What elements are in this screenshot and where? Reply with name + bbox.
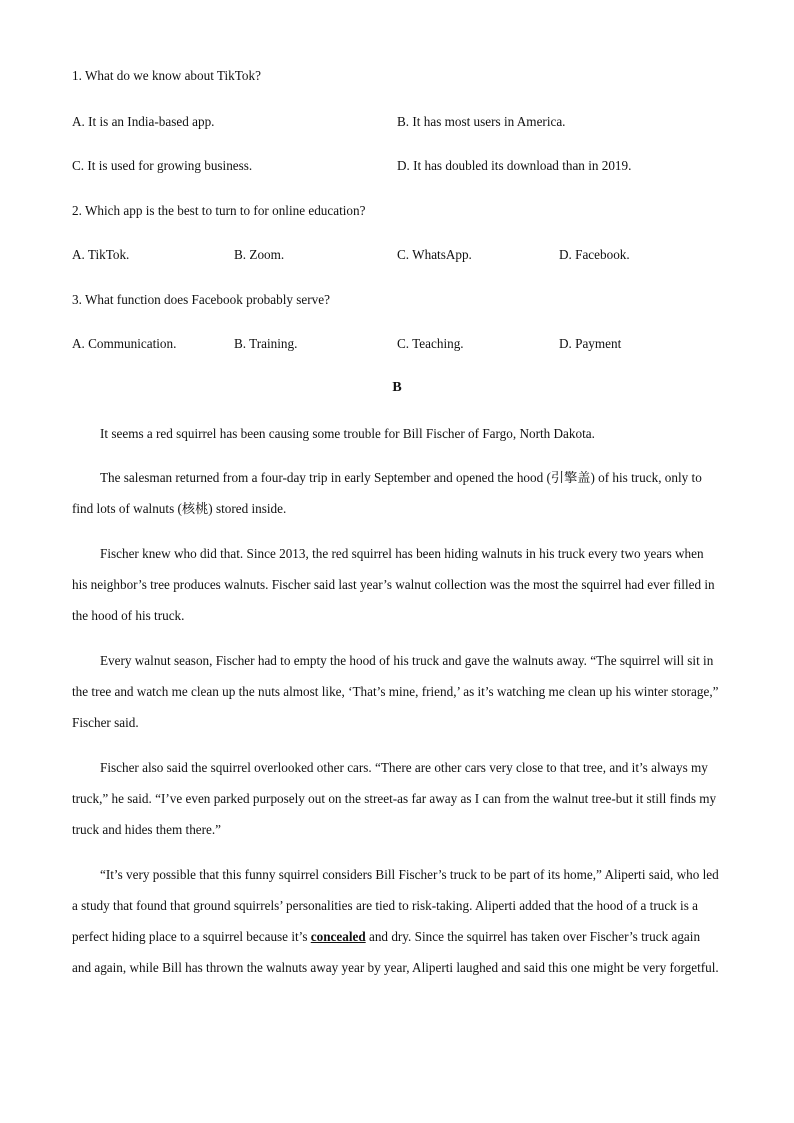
q2-option-b: B. Zoom. [234, 247, 285, 262]
paragraph-text-before: “It’s very possible that this funny squirrel considers Bill Fischer’s truck to be part of its home,” Aliperti said, who led a study that found that ground squirrels’ personalities are tied to risk-taking. Aliperti added that the hood of a truck is a perfect hiding place to a squirrel because it’s [72, 867, 719, 944]
paragraph-text [72, 859, 722, 983]
passage-paragraph-3 [72, 538, 722, 631]
q2-option-d: D. Facebook. [559, 247, 630, 262]
q3-option-d: D. Payment [559, 336, 622, 351]
paragraph-text-after: and dry. Since the squirrel has taken over Fischer’s truck again and again, while Bill has thrown the walnuts away year by year, Aliperti laughed and said this one might be very forgetful. [72, 929, 719, 975]
q3-option-a: A. Communication. [72, 336, 177, 351]
q3-option-b: B. Training. [234, 336, 298, 351]
paragraph-text: Fischer knew who did that. Since 2013, the red squirrel has been hiding walnuts in his truck every two years when his neighbor’s tree produces walnuts. Fischer said last year’s walnut collection was the most the squirrel had ever filled in the hood of his truck. [72, 546, 715, 623]
question-2-stem: 2. Which app is the best to turn to for online education? [72, 203, 366, 218]
passage-paragraph-5 [72, 752, 722, 845]
passage-paragraph-4 [72, 645, 722, 738]
q3-option-c: C. Teaching. [397, 336, 464, 351]
underlined-word: concealed [310, 929, 366, 944]
paragraph-text: Every walnut season, Fischer had to empty the hood of his truck and gave the walnuts away. “The squirrel will sit in the tree and watch me clean up the nuts almost like, ‘That’s mine, friend,’ as it’s watching me clean up his winter storage,” Fischer said. [72, 653, 719, 730]
q1-option-d: D. It has doubled its download than in 2019. [397, 158, 632, 173]
q1-option-b: B. It has most users in America. [397, 114, 566, 129]
q2-option-a: A. TikTok. [72, 247, 130, 262]
passage-paragraph-6 [72, 859, 722, 983]
q1-option-a: A. It is an India-based app. [72, 114, 215, 129]
paragraph-text: It seems a red squirrel has been causing some trouble for Bill Fischer of Fargo, North Dakota. [100, 426, 595, 441]
q2-option-c: C. WhatsApp. [397, 247, 472, 262]
paragraph-text: The salesman returned from a four-day trip in early September and opened the hood (引擎盖) of his truck, only to find lots of walnuts (核桃) stored inside. [72, 470, 702, 516]
section-b-title: B [392, 380, 402, 395]
passage-paragraph-1 [72, 418, 722, 449]
q1-option-c: C. It is used for growing business. [72, 158, 253, 173]
passage-paragraph-2 [72, 462, 722, 524]
paragraph-text: Fischer also said the squirrel overlooked other cars. “There are other cars very close to that tree, and it’s always my truck,” he said. “I’ve even parked purposely out on the street-as far away as I can from the walnut tree-but it still finds my truck and hides them there.” [72, 760, 717, 837]
question-1-stem: 1. What do we know about TikTok? [72, 68, 261, 83]
question-3-stem: 3. What function does Facebook probably serve? [72, 292, 330, 307]
